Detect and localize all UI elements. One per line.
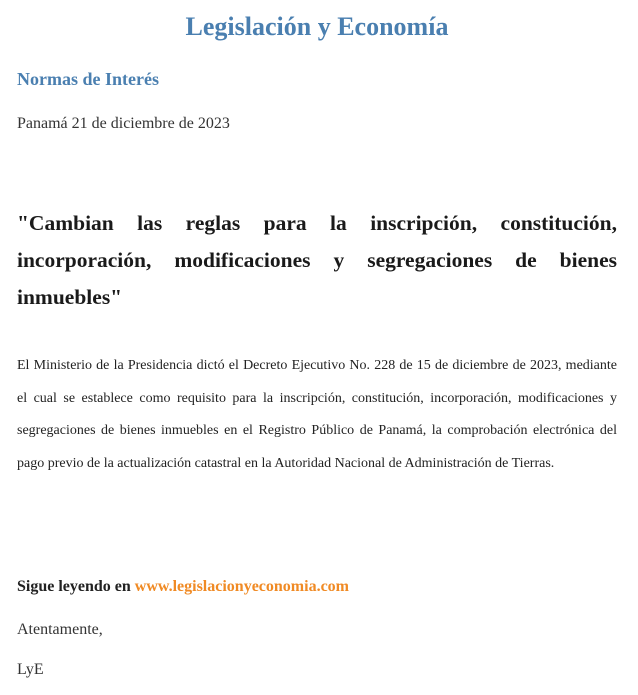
brand-title: Legislación y Economía — [185, 12, 449, 41]
website-link[interactable]: www.legislacionyeconomia.com — [134, 578, 349, 595]
section-title: Normas de Interés — [17, 69, 159, 89]
article-date: Panamá 21 de diciembre de 2023 — [17, 115, 230, 132]
article-body: El Ministerio de la Presidencia dictó el Decreto Ejecutivo No. 228 de 15 de diciembre de 2023, mediante el cual se establece como requisito para la inscripción, constitución, incorporación, modificaciones y segregaciones de bienes inmuebles en el Registro Público de Panamá, la comprobación electrónica del pago previo de la actualización catastral en la Autoridad Nacional de Administración de Tierras. — [17, 358, 617, 471]
article-headline: "Cambian las reglas para la inscripción, constitución, incorporación, modificaciones y segregaciones de bienes inmuebles" — [17, 211, 617, 309]
continue-reading-label: Sigue leyendo en — [17, 578, 131, 595]
signature: LyE — [17, 661, 44, 678]
signoff: Atentamente, — [17, 621, 103, 638]
continue-reading — [17, 578, 349, 596]
